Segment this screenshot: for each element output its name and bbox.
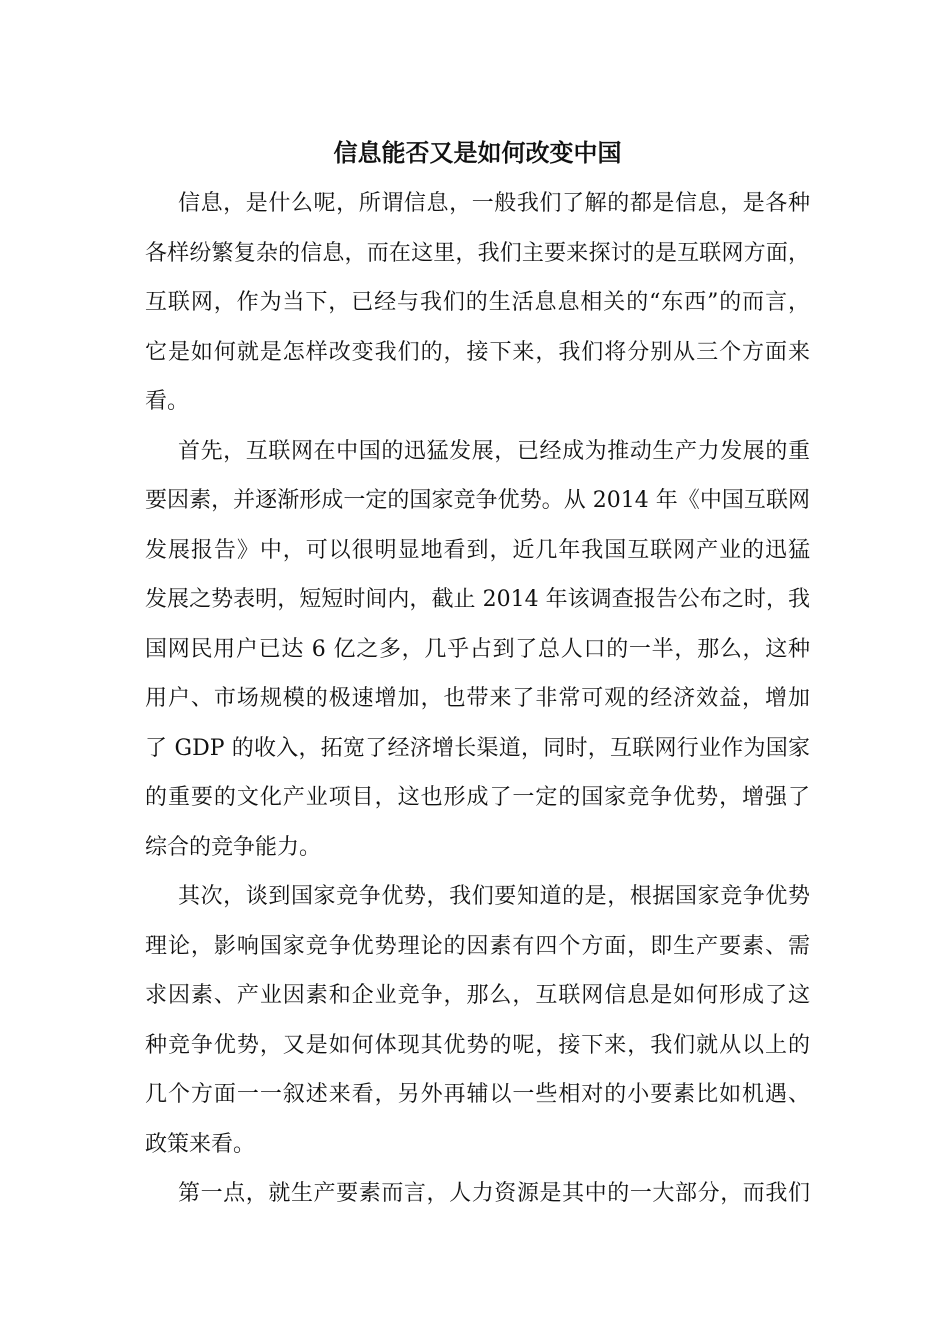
document-title: 信息能否又是如何改变中国 <box>333 138 622 167</box>
paragraph <box>145 179 810 427</box>
paragraph-line: 种竞争优势，又是如何体现其优势的呢，接下来，我们就从以上的 <box>145 1032 810 1058</box>
document-body <box>145 133 810 1221</box>
paragraph-line: 用户、市场规模的极速增加，也带来了非常可观的经济效益，增加 <box>145 686 810 711</box>
paragraph-line: 要因素，并逐渐形成一定的国家竞争优势。从 2014 年《中国互联网 <box>145 488 810 513</box>
paragraph-line: 几个方面一一叙述来看，另外再辅以一些相对的小要素比如机遇、 <box>145 1082 810 1107</box>
paragraph-line: 综合的竞争能力。 <box>145 834 322 860</box>
paragraph <box>145 1169 810 1219</box>
paragraph-line: 看。 <box>145 389 190 414</box>
paragraph-line: 政策来看。 <box>145 1131 256 1157</box>
paragraph-line: 发展之势表明，短短时间内，截止 2014 年该调查报告公布之时，我 <box>145 587 810 612</box>
paragraph-line: 国网民用户已达 6 亿之多，几乎占到了总人口的一半，那么，这种 <box>145 636 810 662</box>
paragraph-line: 了 GDP 的收入，拓宽了经济增长渠道，同时，互联网行业作为国家 <box>145 735 810 761</box>
paragraph-line: 求因素、产业因素和企业竞争，那么，互联网信息是如何形成了这 <box>145 983 810 1008</box>
paragraph-line: 发展报告》中，可以很明显地看到，近几年我国互联网产业的迅猛 <box>145 537 810 563</box>
paragraph <box>145 872 810 1169</box>
paragraph-line: 首先，互联网在中国的迅猛发展，已经成为推动生产力发展的重 <box>178 438 810 464</box>
paragraph-line: 的重要的文化产业项目，这也形成了一定的国家竞争优势，增强了 <box>145 785 810 810</box>
paragraph-line: 信息，是什么呢，所谓信息，一般我们了解的都是信息，是各种 <box>178 191 810 216</box>
paragraph-line: 互联网，作为当下，已经与我们的生活息息相关的“东西”的而言， <box>145 290 810 315</box>
paragraph <box>145 427 810 873</box>
paragraph-line: 各样纷繁复杂的信息，而在这里，我们主要来探讨的是互联网方面， <box>145 240 810 266</box>
paragraph-line: 其次，谈到国家竞争优势，我们要知道的是，根据国家竞争优势 <box>178 884 810 909</box>
paragraph-line: 第一点，就生产要素而言，人力资源是其中的一大部分，而我们 <box>178 1181 810 1206</box>
paragraph-line: 它是如何就是怎样改变我们的，接下来，我们将分别从三个方面来 <box>145 339 810 365</box>
paragraph-line: 理论，影响国家竞争优势理论的因素有四个方面，即生产要素、需 <box>145 933 810 959</box>
